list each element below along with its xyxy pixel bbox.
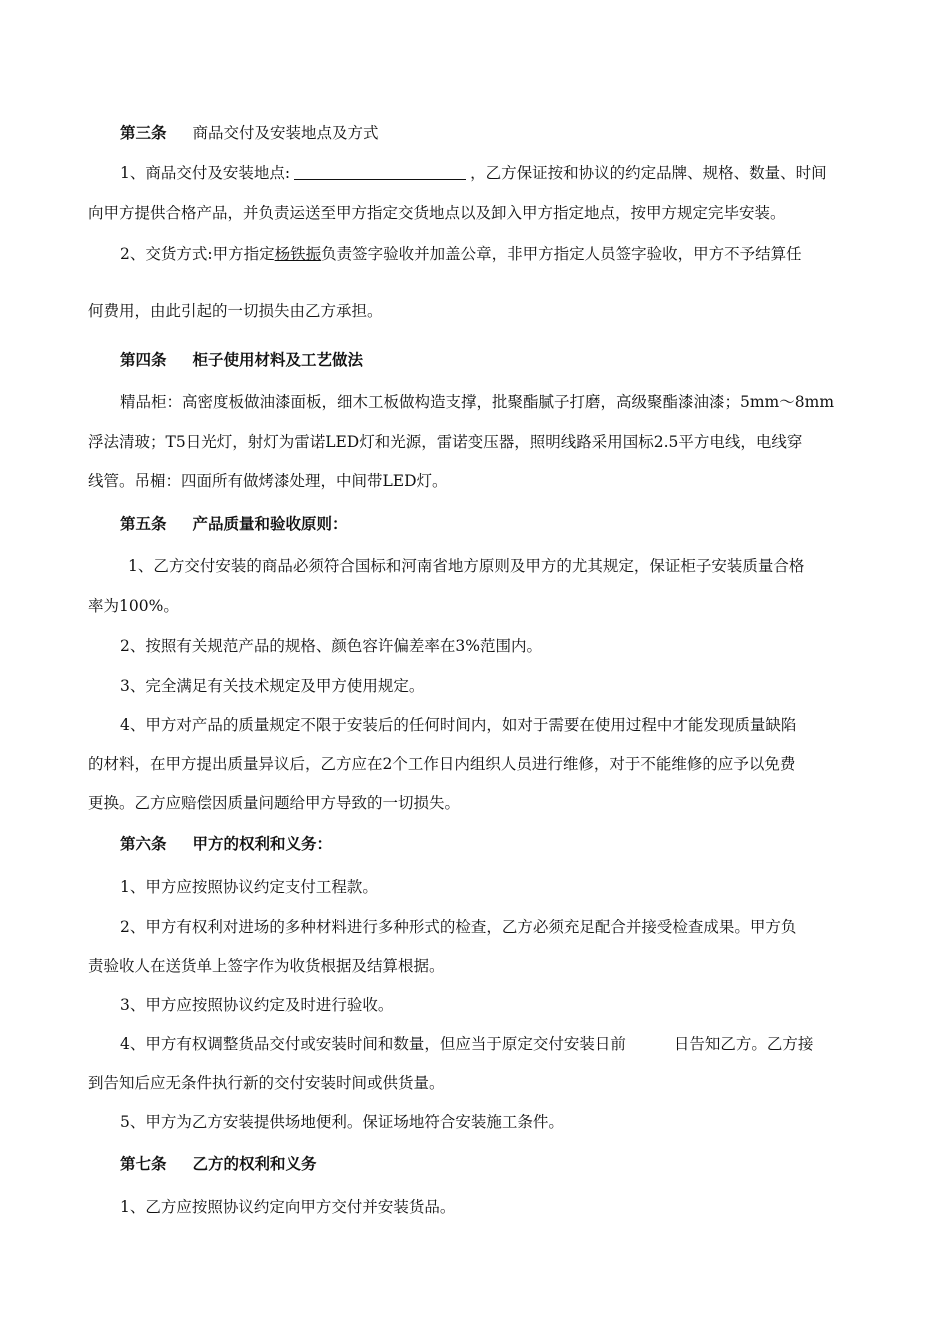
section-4-line-2: 浮法清玻；T5日光灯，射灯为雷诺LED灯和光源，雷诺变压器，照明线路采用国标2.5平方电线，电线穿 (88, 433, 803, 451)
section-5-title: 产品质量和验收原则： (192, 514, 348, 533)
section-3-para-2-line-1: 2、交货方式:甲方指定杨铁振负责签字验收并加盖公章，非甲方指定人员签字验收，甲方不予结算任 (120, 245, 802, 263)
section-3-para-2-line-2: 何费用，由此引起的一切损失由乙方承担。 (88, 302, 383, 320)
section-5-number: 第五条 (120, 514, 167, 533)
section-6-title: 甲方的权利和义务： (192, 834, 333, 853)
section-3-para-1-line-2: 向甲方提供合格产品，并负责运送至甲方指定交货地点以及卸入甲方指定地点，按甲方规定完毕安装。 (88, 204, 786, 222)
section-3-number: 第三条 (120, 123, 167, 142)
section-6-para-2-line-1: 2、甲方有权利对进场的多种材料进行多种形式的检查，乙方必须充足配合并接受检查成果。甲方负 (120, 918, 797, 936)
section-5-para-4-line-2: 的材料，在甲方提出质量异议后，乙方应在2个工作日内组织人员进行维修，对于不能维修的应予以免费 (88, 755, 796, 773)
section-5-para-1-line-1: 1、乙方交付安装的商品必须符合国标和河南省地方原则及甲方的尤其规定，保证柜子安装质量合格 (128, 557, 805, 575)
section-5-para-2: 2、按照有关规范产品的规格、颜色容许偏差率在3%范围内。 (120, 637, 542, 655)
section-5-para-4-line-1: 4、甲方对产品的质量规定不限于安装后的任何时间内，如对于需要在使用过程中才能发现质量缺陷 (120, 716, 797, 734)
section-4-line-1: 精品柜：高密度板做油漆面板，细木工板做构造支撑，批聚酯腻子打磨，高级聚酯漆油漆；5mm～8mm (120, 393, 835, 411)
section-3-para-1-line-1: 1、商品交付及安装地点: ，乙方保证按和协议的约定品牌、规格、数量、时间 (120, 164, 827, 182)
section-6-para-5: 5、甲方为乙方安装提供场地便利。保证场地符合安装施工条件。 (120, 1113, 564, 1131)
section-7-title: 乙方的权利和义务 (192, 1154, 317, 1173)
section-4-title: 柜子使用材料及工艺做法 (192, 350, 364, 369)
section-7-para-1: 1、乙方应按照协议约定向甲方交付并安装货品。 (120, 1198, 456, 1216)
section-4-number: 第四条 (120, 350, 167, 369)
section-3-heading (120, 123, 379, 143)
section-6-number: 第六条 (120, 834, 167, 853)
designated-person-name: 杨铁振 (274, 245, 322, 263)
section-7-number: 第七条 (120, 1154, 167, 1173)
section-3-title: 商品交付及安装地点及方式 (192, 124, 379, 142)
section-5-para-3: 3、完全满足有关技术规定及甲方使用规定。 (120, 677, 425, 695)
section-6-para-3: 3、甲方应按照协议约定及时进行验收。 (120, 996, 394, 1014)
address-blank-line (294, 163, 466, 180)
section-6-heading (120, 834, 332, 854)
section-6-para-1: 1、甲方应按照协议约定支付工程款。 (120, 878, 378, 896)
section-5-para-4-line-3: 更换。乙方应赔偿因质量问题给甲方导致的一切损失。 (88, 794, 461, 812)
section-5-heading (120, 514, 348, 534)
section-5-para-1-line-2: 率为100%。 (88, 597, 179, 615)
section-6-para-4-line-2: 到告知后应无条件执行新的交付安装时间或供货量。 (88, 1074, 445, 1092)
section-4-heading (120, 350, 363, 370)
section-7-heading (120, 1154, 317, 1174)
section-6-para-2-line-2: 责验收人在送货单上签字作为收货根据及结算根据。 (88, 957, 445, 975)
section-4-line-3: 线管。吊楣：四面所有做烤漆处理，中间带LED灯。 (88, 472, 448, 490)
section-6-para-4-line-1: 4、甲方有权调整货品交付或安装时间和数量，但应当于原定交付安装日前 日告知乙方。乙方接 (120, 1035, 814, 1053)
